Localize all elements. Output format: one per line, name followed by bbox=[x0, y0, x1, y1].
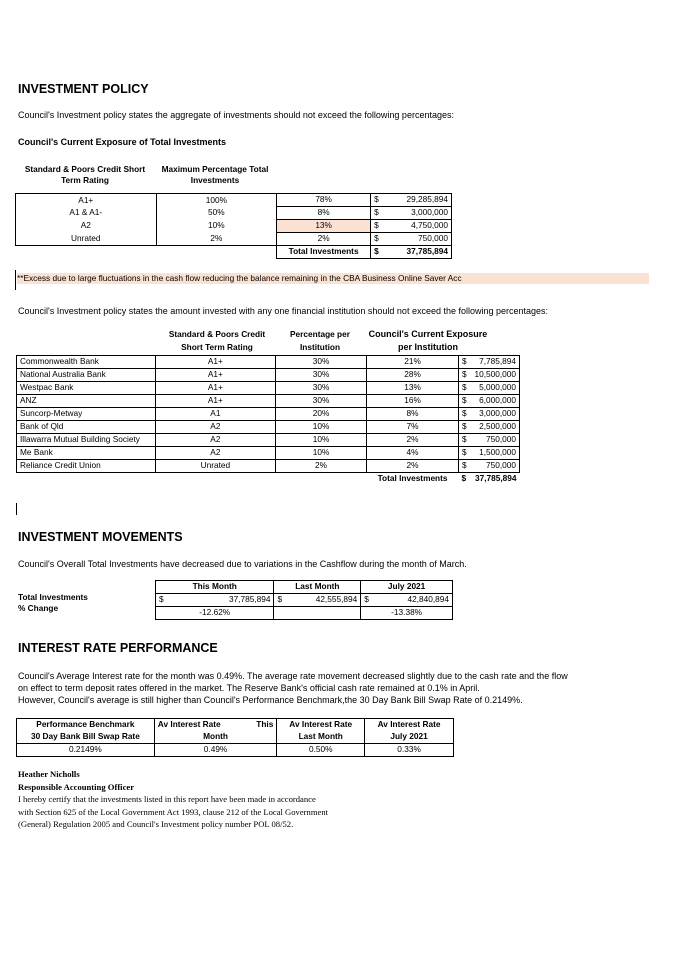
cursor-mark bbox=[16, 503, 17, 515]
inst-limit: 10% bbox=[275, 434, 366, 447]
inst-name: Bank of Qld bbox=[17, 421, 156, 434]
currency-cell: $ bbox=[371, 233, 385, 246]
table-row bbox=[16, 233, 452, 246]
table-row bbox=[17, 447, 520, 460]
inst-limit: 20% bbox=[275, 408, 366, 421]
rating-cell: A2 bbox=[16, 220, 157, 233]
inst-rating: A1+ bbox=[155, 356, 275, 369]
cursor-mark bbox=[15, 270, 16, 290]
table-row bbox=[17, 460, 520, 473]
inst-col-header-rating: Standard & Poors Credit Short Term Rating bbox=[168, 329, 266, 352]
inst-name: National Australia Bank bbox=[17, 369, 156, 382]
inst-limit: 10% bbox=[275, 447, 366, 460]
inst-pct: 7% bbox=[367, 421, 459, 434]
interest-paragraph bbox=[18, 670, 568, 706]
value-this-month: 0.49% bbox=[154, 744, 277, 757]
inst-currency: $ bbox=[458, 356, 471, 369]
header-benchmark-sub: 30 Day Bank Bill Swap Rate bbox=[17, 731, 155, 744]
total-amount: 37,785,894 bbox=[385, 246, 452, 259]
inst-currency: $ bbox=[458, 421, 471, 434]
currency-cell: $ bbox=[371, 194, 385, 207]
signatory-role: Responsible Accounting Officer bbox=[18, 781, 135, 792]
max-cell: 100% bbox=[156, 194, 277, 207]
row-label-change: % Change bbox=[18, 603, 59, 613]
certification-line: with Section 625 of the Local Government Act 1993, clause 212 of the Local Government bbox=[18, 806, 329, 817]
header-last-month-sub: Last Month bbox=[277, 731, 365, 744]
currency-cell: $ bbox=[156, 594, 168, 607]
rating-cell: Unrated bbox=[16, 233, 157, 246]
amount-cell: 29,285,894 bbox=[385, 194, 452, 207]
interest-line: However, Council's average is still higher than Council's Performance Benchmark,the 30 Day Bank Bill Swap Rate of 0.2149%. bbox=[18, 695, 523, 705]
inst-limit: 30% bbox=[275, 395, 366, 408]
inst-rating: A1 bbox=[155, 408, 275, 421]
inst-name: Commonwealth Bank bbox=[17, 356, 156, 369]
pct-cell: 78% bbox=[277, 194, 371, 207]
inst-pct: 28% bbox=[367, 369, 459, 382]
movements-intro: Council's Overall Total Investments have decreased due to variations in the Cashflow during the month of March. bbox=[18, 559, 467, 569]
institution-table bbox=[16, 355, 520, 485]
inst-rating: A2 bbox=[155, 447, 275, 460]
inst-amount: 7,785,894 bbox=[471, 356, 519, 369]
inst-rating: A2 bbox=[155, 434, 275, 447]
header-this-word: This bbox=[256, 719, 274, 730]
interest-line: on effect to term deposit rates offered in the market. The Reserve Bank's official cash rate remained at 0.1% in April. bbox=[18, 683, 480, 693]
inst-name: Westpac Bank bbox=[17, 382, 156, 395]
inst-pct: 8% bbox=[367, 408, 459, 421]
currency-cell: $ bbox=[361, 594, 373, 607]
total-last-month: 42,555,894 bbox=[286, 594, 361, 607]
header-this-month-sub: Month bbox=[154, 731, 277, 744]
header-this-month-label: Av Interest Rate bbox=[157, 719, 221, 730]
total-row bbox=[16, 246, 452, 259]
inst-name: Illawarra Mutual Building Society bbox=[17, 434, 156, 447]
header-july-sub: July 2021 bbox=[365, 731, 454, 744]
inst-pct: 2% bbox=[367, 434, 459, 447]
inst-amount: 6,000,000 bbox=[471, 395, 519, 408]
inst-limit: 30% bbox=[275, 382, 366, 395]
header-july-2021: July 2021 bbox=[361, 581, 453, 594]
inst-currency: $ bbox=[458, 434, 471, 447]
header-this-month: This Month bbox=[156, 581, 274, 594]
inst-limit: 2% bbox=[275, 460, 366, 473]
col-header-rating: Standard & Poors Credit Short Term Rating bbox=[24, 164, 146, 185]
total-row bbox=[17, 473, 520, 486]
col-header-max: Maximum Percentage Total Investments bbox=[161, 164, 269, 185]
amount-cell: 3,000,000 bbox=[385, 207, 452, 220]
inst-currency: $ bbox=[458, 369, 471, 382]
table-row bbox=[156, 594, 453, 607]
table-row bbox=[156, 607, 453, 620]
header-benchmark: Performance Benchmark bbox=[17, 719, 155, 732]
inst-limit: 10% bbox=[275, 421, 366, 434]
inst-rating: A1+ bbox=[155, 395, 275, 408]
pct-cell: 2% bbox=[277, 233, 371, 246]
header-row bbox=[17, 731, 454, 744]
inst-limit: 30% bbox=[275, 356, 366, 369]
inst-rating: A2 bbox=[155, 421, 275, 434]
inst-currency: $ bbox=[458, 447, 471, 460]
section-title-interest-rate: INTEREST RATE PERFORMANCE bbox=[18, 641, 218, 655]
table-row bbox=[17, 395, 520, 408]
table-row bbox=[16, 194, 452, 207]
inst-pct: 21% bbox=[367, 356, 459, 369]
inst-pct: 4% bbox=[367, 447, 459, 460]
certification-line: (General) Regulation 2005 and Council's Investment policy number POL 08/52. bbox=[18, 819, 294, 829]
inst-rating: A1+ bbox=[155, 369, 275, 382]
inst-amount: 10,500,000 bbox=[471, 369, 519, 382]
total-currency: $ bbox=[371, 246, 385, 259]
signature-block bbox=[18, 768, 328, 831]
section-title-investment-movements: INVESTMENT MOVEMENTS bbox=[18, 530, 183, 544]
inst-amount: 5,000,000 bbox=[471, 382, 519, 395]
interest-line: Council's Average Interest rate for the month was 0.49%. The average rate movement decreased slightly due to the cash rate and the flow bbox=[18, 671, 568, 681]
inst-currency: $ bbox=[458, 395, 471, 408]
table-row bbox=[17, 382, 520, 395]
inst-amount: 1,500,000 bbox=[471, 447, 519, 460]
inst-name: Suncorp-Metway bbox=[17, 408, 156, 421]
table-row bbox=[16, 220, 452, 233]
value-last-month: 0.50% bbox=[277, 744, 365, 757]
currency-cell: $ bbox=[371, 207, 385, 220]
value-july: 0.33% bbox=[365, 744, 454, 757]
interest-table bbox=[16, 718, 454, 757]
exposure-title: Council's Current Exposure of Total Investments bbox=[18, 137, 227, 147]
header-last-month: Last Month bbox=[274, 581, 361, 594]
table-row bbox=[17, 421, 520, 434]
inst-name: Reliance Credit Union bbox=[17, 460, 156, 473]
inst-pct: 2% bbox=[367, 460, 459, 473]
currency-cell: $ bbox=[371, 220, 385, 233]
inst-currency: $ bbox=[458, 408, 471, 421]
currency-cell: $ bbox=[274, 594, 286, 607]
movements-table bbox=[155, 580, 453, 620]
inst-amount: 750,000 bbox=[471, 460, 519, 473]
inst-amount: 3,000,000 bbox=[471, 408, 519, 421]
total-this-month: 37,785,894 bbox=[167, 594, 274, 607]
change-this-month: -12.62% bbox=[156, 607, 274, 620]
rating-cell: A1 & A1- bbox=[16, 207, 157, 220]
max-cell: 50% bbox=[156, 207, 277, 220]
rating-cell: A1+ bbox=[16, 194, 157, 207]
total-july: 42,840,894 bbox=[373, 594, 453, 607]
max-cell: 2% bbox=[156, 233, 277, 246]
inst-col-header-exposure: Council's Current Exposure per Institution bbox=[368, 329, 488, 352]
table-row bbox=[17, 744, 454, 757]
inst-currency: $ bbox=[458, 382, 471, 395]
header-row bbox=[156, 581, 453, 594]
inst-name: ANZ bbox=[17, 395, 156, 408]
inst-rating: Unrated bbox=[155, 460, 275, 473]
pct-cell-exceeded: 13% bbox=[277, 220, 371, 233]
table-row bbox=[17, 434, 520, 447]
inst-pct: 13% bbox=[367, 382, 459, 395]
certification-line: I hereby certify that the investments listed in this report have been made in accordance bbox=[18, 794, 316, 804]
signatory-name: Heather Nicholls bbox=[18, 769, 80, 779]
inst-currency: $ bbox=[458, 460, 471, 473]
policy-intro: Council's Investment policy states the aggregate of investments should not exceed the following percentages: bbox=[18, 110, 454, 120]
header-row bbox=[17, 719, 454, 732]
inst-pct: 16% bbox=[367, 395, 459, 408]
row-label-total: Total Investments bbox=[18, 592, 88, 602]
inst-limit: 30% bbox=[275, 369, 366, 382]
max-cell: 10% bbox=[156, 220, 277, 233]
inst-total-currency: $ bbox=[461, 473, 467, 484]
header-july: Av Interest Rate bbox=[365, 719, 454, 732]
institution-intro: Council's Investment policy states the amount invested with any one financial institution should not exceed the following percentages: bbox=[18, 306, 549, 316]
inst-col-header-pct: Percentage per Institution bbox=[290, 329, 350, 352]
inst-total-label: Total Investments bbox=[377, 473, 448, 484]
table-row bbox=[17, 356, 520, 369]
section-title-investment-policy: INVESTMENT POLICY bbox=[18, 82, 149, 96]
value-benchmark: 0.2149% bbox=[17, 744, 155, 757]
exposure-table bbox=[15, 193, 452, 259]
pct-cell: 8% bbox=[277, 207, 371, 220]
header-last-month: Av Interest Rate bbox=[277, 719, 365, 732]
table-row bbox=[16, 207, 452, 220]
inst-amount: 750,000 bbox=[471, 434, 519, 447]
amount-cell: 750,000 bbox=[385, 233, 452, 246]
header-this-month bbox=[154, 719, 277, 732]
inst-name: Me Bank bbox=[17, 447, 156, 460]
inst-rating: A1+ bbox=[155, 382, 275, 395]
inst-total-amount: 37,785,894 bbox=[474, 473, 517, 484]
excess-note: **Excess due to large fluctuations in the cash flow reducing the balance remaining in the CBA Business Online Saver Acc bbox=[17, 273, 649, 284]
inst-amount: 2,500,000 bbox=[471, 421, 519, 434]
table-row bbox=[17, 369, 520, 382]
change-last-month bbox=[274, 607, 361, 620]
total-label: Total Investments bbox=[277, 246, 371, 259]
amount-cell: 4,750,000 bbox=[385, 220, 452, 233]
table-row bbox=[17, 408, 520, 421]
change-july: -13.38% bbox=[361, 607, 453, 620]
